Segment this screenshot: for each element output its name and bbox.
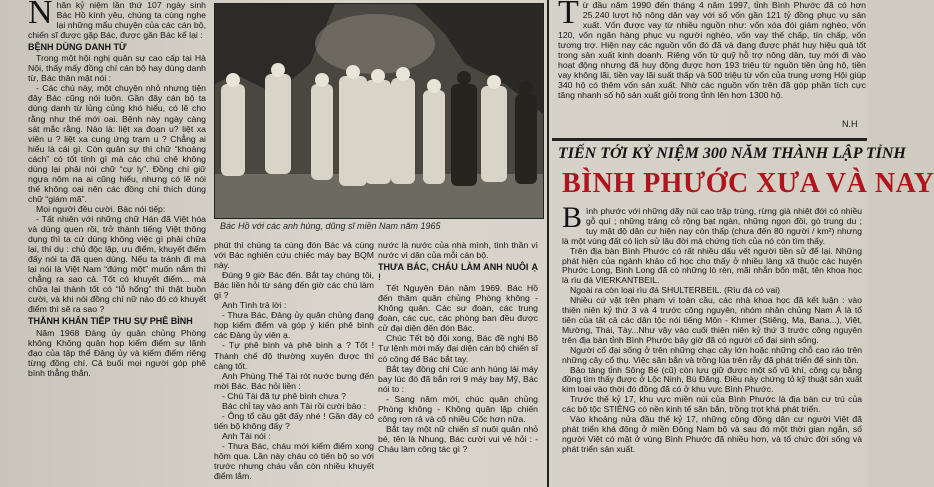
top-right-text: ừ đầu năm 1990 đến tháng 4 năm 1997, tỉnh Bình Phước đã có hơn 25.240 lượt hộ nông dân vay với số vốn gần 121 tỷ đồng phục vụ sản xuất. Vốn được vay từ nhiều nguồn như: vốn xóa đói giảm nghèo, vốn 120, vốn ngân hàng phục vụ người nghèo, vốn vay thế chấp, tín chấp, vốn tương trợ. Hiện nay các nguồn vốn đó đã và đang được phát huy hiệu quả tốt trong sản xuất kinh doanh. Riêng vốn từ quỹ hỗ trợ nông dân, tuy mới đi vào hoạt động nhưng đã huy động được hơn 193 triệu từ nguồn tiền ủng hộ, tiền vay không lãi, tiền vay lãi suất thấp và 500 triệu từ vốn của trung ương Hội giúp 340 hộ có thêm vốn sản xuất. Nhờ các nguồn vốn trên đã góp phần tích cực tăng nhanh số hộ sản xuất giỏi trong tỉnh lên hơn 1300 hộ. [558, 0, 866, 101]
author-signature: N.H [842, 119, 858, 129]
article-paragraph: Ngoài ra còn loại rìu đá SHULTERBEIL. (Rìu đá có vai) [570, 285, 781, 296]
top-right-article [558, 0, 866, 122]
historic-group-photo [214, 3, 544, 219]
mid2-paragraph: Tết Nguyên Đán năm 1969. Bác Hồ đến thăm quân chủng Phòng không - Không quân. Các sư đoàn, các trung đoàn, các cục, các phòng ban đều được cử đại diện đến đón Bác. [378, 283, 538, 334]
mid2-paragraph: Bắt tay một nữ chiến sĩ nuôi quân nhỏ bé, tên là Nhung, Bác cười vui vẻ hỏi : - Cháu làm công tác gì ? [378, 423, 538, 454]
left-paragraph: - Tất nhiên với những chữ Hán đã Việt hóa và dùng quen rồi, trở thành tiếng Việt thông dụng thì ta cứ dùng không việc gì phải chữa lại, thí dụ : chủ độc lập, ưu điểm, khuyết điểm đấy nói ta đã quen dùng. Nếu ta tránh đi mà lại nói là Việt Nam “đứng một” muốn nắm thì chẳng ra sao cả. Tốt có khuyết điểm... mà chữa lại thành tốt có “lỗ hổng” thì thật buồn cười, và khi nói đồng chí nữ nào đó có khuyết điểm thì sẽ ra sao ? [28, 213, 206, 315]
mid1-paragraph: Anh Tình trả lời : [222, 300, 287, 311]
binh-phuoc-article [562, 201, 862, 487]
intro-text: hân kỷ niệm lần thứ 107 ngày sinh Bác Hồ kính yêu, chúng ta cùng nghe lại những mẩu chuyện của các cán bộ, chiến sĩ được gặp Bác, được gần Bác kể lại : [28, 0, 206, 41]
mid1-paragraph: Đúng 9 giờ Bác đến. Bắt tay chúng tôi, Bác liền hỏi từ sáng đến giờ các chú làm gì ? [214, 270, 374, 301]
left-paragraph: Mọi người đều cười. Bác nói tiếp: [36, 203, 166, 214]
mid1-paragraph: - Ông tổ cầu gặt đấy nhé ! Gần đây có tiến bộ không đấy ? [214, 410, 374, 431]
dropcap-b: B [562, 201, 583, 234]
article-paragraph [562, 201, 862, 247]
group-photo-illustration [215, 4, 543, 218]
mid1-paragraph: Anh Tài nói : [222, 430, 271, 441]
mid2-paragraph: nước là nước của nhà mình, tình thần vì nước vì dân của mỗi cán bộ. [378, 240, 538, 261]
dropcap-n: N [28, 0, 53, 31]
mid1-paragraph: - Thưa Bác, cháu mới kiểm điểm xong hôm qua. Lần này cháu có tiến bộ so với trước nhưng cháu vẫn còn nhiều khuyết điểm lắm. [214, 440, 374, 482]
mid1-paragraph: Bác chỉ tay vào anh Tài rồi cười bảo : [222, 400, 367, 411]
mid2-paragraph: - Sang năm mới, chúc quân chủng Phòng không - Không quân lập chiến công rơn rả và cô nhiều Cốc hơn nữa. [378, 393, 538, 424]
mid2-paragraph: Bắt tay đồng chí Cúc anh hùng lái máy bay lúc đó đã bắn rơi 9 máy bay Mỹ, Bác nói to : [378, 363, 538, 394]
mid1-paragraph: - Tự phê bình và phê bình ạ ? Tốt ! Thành chế độ thường xuyên được thì càng tốt. [214, 340, 374, 371]
article-paragraph: Nhiều cứ vật trên phạm vi toàn cầu, các nhà khoa học đã kết luận : vào thiên niên kỷ thứ 3 và 4 trước công nguyên, nhóm nhân chủng Nam Á là tổ tiên của tất cả các dân tộc nói tiếng Môn - Khmer (Stiêng, Mạ, Bana...), Việt, Mường, Thái, Tày...Như vậy vào cuối thiên niên kỷ thứ 3 trước công nguyên trên địa bàn tỉnh Bình Phước bây giờ đã có người cổ đại sinh sống. [562, 295, 862, 345]
article-paragraph: Vào khoảng nửa đầu thế kỷ 17, những cộng đồng dân cư người Việt đã phát triển khá đông ở miền Đông Nam bộ và sau đó một thời gian ngắn, số người Việt có mặt ở vùng Bình Phước đã nhiều hơn, và tổ chức đời sống và phát triển sản xuất. [562, 414, 862, 454]
article-paragraph: Trên địa bàn Bình Phước có rất nhiều dấu vết người tiền sử để lại. Những phát hiện của ngành khảo cổ học cho thấy ở nhiều làng xã thuộc các huyện Phước Long, Bình Long đã có những lò rèn, mãi nhẫn bốn mặt, tên khoa học là rìu đá VIERKANTBEIL. [562, 245, 862, 286]
left-paragraph: - Các chú này, một chuyện nhỏ nhưng tiện đây Bác cũng nói luôn. Gần đây cán bộ ta dùng danh từ lủng củng khó hiểu, có lẽ cho rằng như thế mới oai. Bệnh này ngày càng sát mắc rằng. Nào là: liệt xa đoạn u? liệt xa viên u ? liệt xa cung ứng trạm u ? Chẳng ai hiểu là cái gì. Còn quân sự thì chữ “khoảng cách” có tốt tính gì mà các chú chê không dùng lại phải nói chữ “cự ly”. Đồng chí giữ ngựa nôm na ai cũng hiểu, nhưng có lẽ nói thế không oai nên các đồng chí thích dùng chữ “giám mã”. [28, 83, 206, 204]
article-title: BÌNH PHƯỚC XƯA VÀ NAY [562, 168, 934, 199]
section-rule [552, 138, 867, 141]
mid1-paragraph: - Chú Tài đã tự phê bình chưa ? [222, 390, 347, 401]
heading-tiep-thu-phe-binh: THẲNH KHẨN TIẾP THU SỰ PHÊ BÌNH [28, 316, 193, 327]
article-paragraph: Trước thế kỷ 17, khu vực miền núi của Bình Phước là địa bàn cư trú của các bộ tộc STIÊNG có nền kinh tế săn bắn, trồng trọt khá phát triển. [562, 394, 862, 415]
mid2-paragraph: Chúc Tết bộ đội xong, Bác đề nghị Bộ Tư lệnh mời mấy đại diện cán bộ chiến sĩ có công để Bác bắt tay. [378, 333, 538, 364]
dropcap-t: T [558, 0, 579, 31]
intro-paragraph [28, 0, 206, 40]
middle-column-1 [214, 240, 374, 487]
mid1-paragraph: - Thưa Bác, Đảng ủy quân chủng đang họp kiểm điểm và góp ý kiến phê bình các Đảng ủy viên ạ. [214, 310, 374, 341]
mid1-paragraph: Anh Phùng Thế Tài rót nước bưng đến mời Bác. Bác hỏi liền : [214, 370, 374, 391]
article-paragraph: Bảo tàng tỉnh Sông Bé (cũ) còn lưu giữ được một số vũ khí, công cụ bằng đồng tìm thấy được ở Lộc Ninh, Bù Đăng. Điều này chứng tỏ kỹ thuật sản xuất kim loại vào thời đó đồng đã có ở khu vực Bình Phước. [562, 364, 862, 395]
left-column [28, 0, 206, 487]
top-right-paragraph [558, 0, 866, 100]
left-paragraph: Năm 1968 Đảng ủy quân chủng Phòng không Không quân họp kiểm điểm sự lãnh đạo của tập thể Đảng ủy và kiểm điểm riêng từng đồng chí. Cả buổi mọi người góp phê bình thẳng thắn. [28, 327, 206, 378]
article-paragraph: Người cổ đại sống ở trên những chạc cây lớn hoặc những chỗ cao ráo trên những cây cổ thụ. Việc săn bắn và trồng lúa trên rẫy đã phát triển để sinh tồn. [562, 344, 862, 365]
mid1-paragraph: phút thì chúng ta cùng đón Bác và cùng với Bác nghiên cứu chiếc máy bay BQM này. [214, 240, 374, 271]
heading-anh-nuoi: THƯA BÁC, CHÁU LÀM ANH NUÔI Ạ ! [378, 262, 538, 283]
article-kicker: TIẾN TỚI KỶ NIỆM 300 NĂM THÀNH LẬP TỈNH [558, 145, 906, 162]
middle-column-2 [378, 240, 538, 487]
heading-benh-dung-danh-tu: BỆNH DÙNG DANH TỪ [28, 42, 127, 53]
left-paragraph: Trong một hội nghị quân sự cao cấp tại Hà Nội, thấy mấy đồng chí cán bộ hay dùng danh từ, Bác thân mật nói : [28, 53, 206, 84]
article-lead: ình phước với những dãy núi cao trập trùng, rừng già nhiệt đới có nhiều gỗ quí ; những trảng cỏ rộng bạt ngàn, những ngọn đồi, gò trung du ; tuy mật độ dân cư hiện nay còn thấp (chưa đến 80 người / km²) nhưng là một vùng đất có lịch sử lâu đời mà chứng tích của nó còn tìm thấy. [562, 206, 862, 246]
photo-caption: Bác Hồ với các anh hùng, dũng sĩ miền Nam năm 1965 [220, 221, 441, 231]
column-divider [547, 0, 549, 487]
